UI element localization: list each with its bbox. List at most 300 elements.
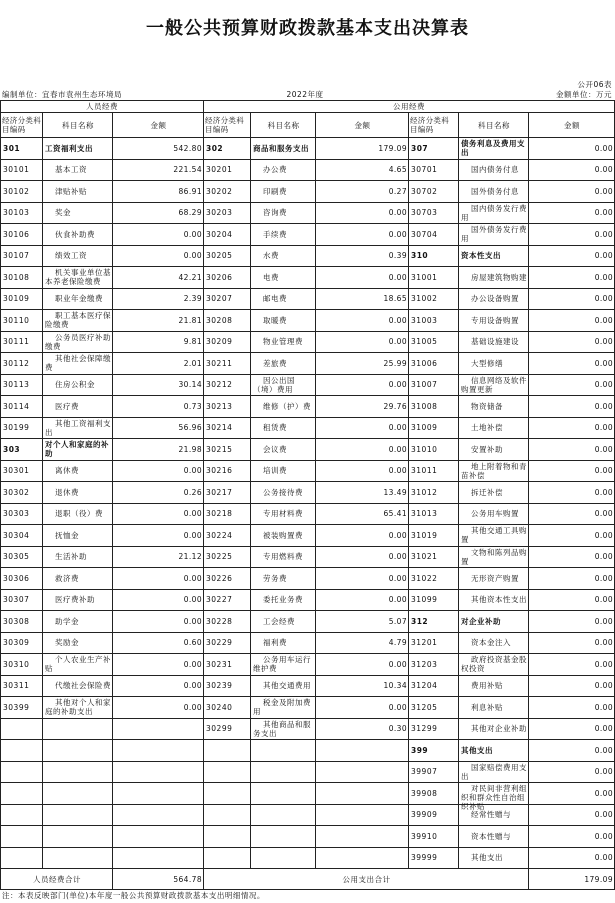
table-body [1,138,615,869]
public-capital-amount-cell [529,632,615,654]
account-name: 物业管理费 [263,337,303,347]
public-capital-code-cell [409,675,459,697]
account-name: 专用设备购置 [471,315,519,325]
account-name: 基础设施建设 [471,337,519,347]
personnel-amount-cell [113,331,204,353]
public-capital-amount-cell [529,697,615,719]
account-name: 基本工资 [55,165,87,175]
amount-value: 0.00 [388,702,407,712]
public-goods-name-cell [251,396,316,418]
account-name: 退休费 [55,487,79,497]
account-code: 30304 [3,530,30,540]
public-capital-name-cell [459,460,529,482]
public-capital-code-cell [409,783,459,805]
amount-value: 68.29 [178,208,202,218]
public-capital-code-cell [409,503,459,525]
personnel-code-cell [1,331,43,353]
personnel-name-cell [43,331,113,353]
public-goods-code-cell [204,632,251,654]
amount-value: 0.00 [594,831,613,841]
public-goods-name-cell [251,804,316,826]
amount-value: 10.34 [383,681,407,691]
personnel-code-cell [1,761,43,783]
account-code: 30231 [206,659,233,669]
account-code: 30108 [3,272,30,282]
public-capital-name-cell [459,589,529,611]
public-goods-code-cell [204,568,251,590]
public-capital-name-cell [459,202,529,224]
public-goods-amount-cell [316,181,409,203]
table-row [1,310,615,332]
public-capital-code-cell [409,718,459,740]
public-capital-code-cell [409,654,459,676]
account-name: 文物和陈列品购置 [461,547,527,566]
amount-value: 0.00 [594,509,613,519]
public-goods-name-cell [251,718,316,740]
public-capital-name-cell [459,374,529,396]
account-name: 其他工资福利支出 [45,418,111,437]
personnel-amount-cell [113,503,204,525]
table-number: 公开06表 [577,80,612,89]
amount-value: 221.54 [173,165,202,175]
account-name: 职业年金缴费 [55,294,103,304]
amount-value: 0.00 [594,444,613,454]
account-name: 经常性赠与 [471,810,511,820]
personnel-name-cell [43,697,113,719]
public-capital-name-cell [459,482,529,504]
public-goods-code-cell [204,718,251,740]
account-code: 30102 [3,186,30,196]
public-capital-amount-cell [529,159,615,181]
account-name: 委托业务费 [263,595,303,605]
amount-value: 0.00 [594,423,613,433]
account-name: 咨询费 [263,208,287,218]
public-capital-code-cell [409,697,459,719]
personnel-code-cell [1,267,43,289]
public-goods-code-cell [204,224,251,246]
public-capital-code-column-header [409,113,459,138]
personnel-amount-cell [113,138,204,160]
account-code: 30109 [3,294,30,304]
table-row [1,439,615,461]
personnel-name-cell [43,826,113,848]
account-name: 抚恤金 [55,530,79,540]
account-code: 31006 [411,358,438,368]
account-name: 其他交通工具购置 [461,526,527,545]
personnel-name-cell [43,224,113,246]
account-name: 维修（护）费 [263,401,311,411]
account-code: 30218 [206,509,233,519]
account-name: 国内债务发行费用 [461,203,527,222]
public-goods-name-cell [251,138,316,160]
table-row [1,675,615,697]
public-goods-amount-cell [316,202,409,224]
amount-value: 18.65 [383,294,407,304]
public-goods-name-cell [251,826,316,848]
amount-value: 0.00 [388,530,407,540]
public-goods-name-cell [251,353,316,375]
public-goods-amount-cell [316,374,409,396]
account-code: 30311 [3,681,30,691]
personnel-amount-cell [113,267,204,289]
public-capital-name-cell [459,439,529,461]
account-name: 其他交通费用 [263,681,311,691]
personnel-code-cell [1,675,43,697]
public-capital-amount-cell [529,417,615,439]
public-goods-amount-cell [316,611,409,633]
personnel-code-cell [1,460,43,482]
public-goods-name-cell [251,761,316,783]
public-capital-name-cell [459,525,529,547]
account-name: 会议费 [263,444,287,454]
amount-value: 0.00 [388,272,407,282]
public-goods-amount-cell [316,503,409,525]
public-capital-name-cell [459,654,529,676]
public-goods-code-cell [204,310,251,332]
account-code: 31019 [411,530,438,540]
public-goods-name-cell [251,546,316,568]
account-name: 代缴社会保险费 [55,681,111,691]
account-name: 被装购置费 [263,530,303,540]
public-goods-code-cell [204,482,251,504]
public-capital-name-cell [459,396,529,418]
amount-value: 0.00 [594,810,613,820]
public-capital-name-cell [459,632,529,654]
public-capital-name-cell [459,568,529,590]
personnel-code-cell [1,439,43,461]
account-code: 30205 [206,251,233,261]
public-capital-name-cell [459,138,529,160]
personnel-name-cell [43,632,113,654]
account-name: 费用补贴 [471,681,503,691]
account-code: 30114 [3,401,30,411]
table-row [1,697,615,719]
amount-value: 0.26 [183,487,202,497]
amount-value: 0.00 [594,315,613,325]
public-capital-amount-cell [529,439,615,461]
amount-value: 0.00 [594,724,613,734]
account-name: 住房公积金 [55,380,95,390]
personnel-amount-cell [113,202,204,224]
public-capital-code-cell [409,525,459,547]
account-code: 30703 [411,208,438,218]
account-name: 差旅费 [263,358,287,368]
account-code: 31001 [411,272,438,282]
public-capital-amount-cell [529,675,615,697]
public-capital-amount-cell [529,761,615,783]
account-name: 其他对个人和家庭的补助支出 [45,698,111,717]
amount-value: 0.00 [183,595,202,605]
amount-value: 179.09 [378,143,407,153]
amount-value: 0.00 [388,315,407,325]
personnel-code-cell [1,224,43,246]
account-name: 个人农业生产补贴 [45,655,111,674]
personnel-name-cell [43,654,113,676]
public-goods-code-cell [204,525,251,547]
account-name: 离休费 [55,466,79,476]
public-goods-code-cell [204,353,251,375]
personnel-code-cell [1,740,43,762]
public-goods-name-cell [251,740,316,762]
public-capital-amount-cell [529,654,615,676]
amount-value: 21.98 [178,444,202,454]
personnel-name-cell [43,353,113,375]
public-capital-amount-cell [529,460,615,482]
account-code: 30226 [206,573,233,583]
personnel-name-cell [43,589,113,611]
personnel-code-cell [1,396,43,418]
account-name: 信息网络及软件购置更新 [461,375,527,394]
public-capital-code-cell [409,224,459,246]
account-name: 邮电费 [263,294,287,304]
amount-value: 0.00 [183,251,202,261]
personnel-name-cell [43,181,113,203]
public-capital-amount-cell [529,224,615,246]
account-name: 资本性赠与 [471,831,511,841]
account-code: 30225 [206,552,233,562]
amount-value: 0.73 [183,401,202,411]
public-capital-amount-cell [529,138,615,160]
account-code: 31204 [411,681,438,691]
personnel-amount-cell [113,482,204,504]
personnel-code-cell [1,632,43,654]
account-name: 大型修缮 [471,358,503,368]
amount-value: 0.30 [388,724,407,734]
public-goods-code-cell [204,847,251,869]
public-capital-name-cell [459,697,529,719]
public-goods-name-cell [251,374,316,396]
account-code: 30212 [206,380,233,390]
amount-value: 86.91 [178,186,202,196]
account-name: 手续费 [263,229,287,239]
personnel-amount-cell [113,847,204,869]
account-code: 30103 [3,208,30,218]
amount-value: 21.12 [178,552,202,562]
account-name: 其他商品和服务支出 [253,719,311,738]
account-name: 取暖费 [263,315,287,325]
amount-value: 0.00 [388,466,407,476]
public-goods-amount-column-header: 金额 [316,113,409,138]
account-name: 利息补贴 [471,702,503,712]
personnel-amount-cell [113,417,204,439]
account-name: 国外债务发行费用 [461,225,527,244]
amount-value: 0.00 [183,573,202,583]
amount-value: 0.00 [594,595,613,605]
public-goods-amount-cell [316,310,409,332]
code-header-label: 经济分类科目编码 [2,116,41,134]
column-header-row [1,113,615,138]
public-goods-amount-cell [316,245,409,267]
public-capital-code-cell [409,331,459,353]
account-name: 水费 [263,251,279,261]
public-capital-code-cell [409,482,459,504]
personnel-amount-cell [113,783,204,805]
personnel-name-cell [43,374,113,396]
public-goods-name-cell [251,331,316,353]
account-name: 机关事业单位基本养老保险缴费 [45,268,111,287]
account-code: 30217 [206,487,233,497]
public-goods-amount-cell [316,804,409,826]
public-goods-amount-cell [316,761,409,783]
public-goods-amount-cell [316,525,409,547]
account-name: 救济费 [55,573,79,583]
public-goods-name-cell [251,439,316,461]
amount-value: 0.00 [388,337,407,347]
account-code: 30308 [3,616,30,626]
account-code: 30208 [206,315,233,325]
public-goods-amount-cell [316,267,409,289]
personnel-code-cell [1,847,43,869]
account-code: 30227 [206,595,233,605]
account-name: 租赁费 [263,423,287,433]
public-goods-amount-cell [316,439,409,461]
account-name: 债务利息及费用支出 [461,139,525,158]
amount-value: 0.00 [594,466,613,476]
public-capital-name-cell [459,761,529,783]
table-row [1,654,615,676]
account-code: 30305 [3,552,30,562]
public-capital-name-cell [459,310,529,332]
account-name: 绩效工资 [55,251,87,261]
personnel-name-cell [43,740,113,762]
personnel-amount-cell [113,374,204,396]
public-capital-amount-cell [529,374,615,396]
public-capital-name-column-header: 科目名称 [459,113,529,138]
account-name: 土地补偿 [471,423,503,433]
account-code: 31011 [411,466,438,476]
account-code: 30310 [3,659,30,669]
account-name: 国内债务付息 [471,165,519,175]
amount-value: 0.00 [594,401,613,411]
amount-value: 0.00 [183,702,202,712]
public-goods-name-cell [251,417,316,439]
public-capital-name-cell [459,783,529,812]
table-row [1,267,615,289]
account-name: 劳务费 [263,573,287,583]
table-row [1,611,615,633]
table-row [1,761,615,783]
amount-value: 0.00 [183,616,202,626]
public-goods-name-cell [251,654,316,676]
account-code: 39909 [411,810,438,820]
public-capital-code-cell [409,202,459,224]
table-row [1,589,615,611]
account-code: 30215 [206,444,233,454]
account-code: 30110 [3,315,30,325]
public-goods-name-cell [251,568,316,590]
public-goods-code-cell [204,267,251,289]
table-row [1,224,615,246]
public-capital-name-cell [459,353,529,375]
account-code: 399 [411,745,429,755]
amount-value: 0.00 [594,552,613,562]
public-total-amount: 179.09 [529,869,615,890]
public-capital-code-cell [409,611,459,633]
amount-value: 2.01 [183,358,202,368]
amount-value: 5.07 [388,616,407,626]
public-capital-amount-cell [529,718,615,740]
account-code: 30214 [206,423,233,433]
amount-value: 4.79 [388,638,407,648]
public-goods-amount-cell [316,589,409,611]
table-row [1,353,615,375]
public-goods-code-cell [204,181,251,203]
account-code: 31012 [411,487,438,497]
public-capital-code-cell [409,546,459,568]
amount-value: 13.49 [383,487,407,497]
public-capital-code-cell [409,310,459,332]
account-name: 安置补助 [471,444,503,454]
public-goods-code-column-header [204,113,251,138]
budget-table [0,100,615,890]
personnel-name-cell [43,482,113,504]
personnel-amount-cell [113,460,204,482]
account-code: 30204 [206,229,233,239]
personnel-name-cell [43,568,113,590]
group-header-row [1,101,615,113]
personnel-code-cell [1,245,43,267]
table-row [1,826,615,848]
personnel-name-cell [43,718,113,740]
account-code: 30112 [3,358,30,368]
amount-value: 0.00 [183,509,202,519]
public-goods-name-cell [251,267,316,289]
amount-value: 0.00 [594,638,613,648]
table-row [1,482,615,504]
public-capital-code-cell [409,761,459,783]
account-code: 30309 [3,638,30,648]
personnel-code-cell [1,697,43,719]
public-goods-amount-cell [316,396,409,418]
personnel-amount-cell [113,589,204,611]
amount-value: 0.00 [594,294,613,304]
public-capital-code-cell [409,804,459,826]
table-row [1,568,615,590]
amount-value: 25.99 [383,358,407,368]
personnel-name-cell [43,503,113,525]
public-goods-amount-cell [316,783,409,805]
amount-value: 0.00 [388,573,407,583]
public-goods-amount-cell [316,331,409,353]
account-code: 30206 [206,272,233,282]
personnel-name-cell [43,460,113,482]
public-goods-code-cell [204,761,251,783]
table-row [1,417,615,439]
public-goods-name-cell [251,525,316,547]
amount-value: 0.00 [388,552,407,562]
public-goods-name-cell [251,245,316,267]
personnel-amount-cell [113,761,204,783]
table-row [1,503,615,525]
account-code: 31010 [411,444,438,454]
public-capital-code-cell [409,288,459,310]
amount-value: 0.00 [388,380,407,390]
public-capital-code-cell [409,396,459,418]
account-code: 30302 [3,487,30,497]
personnel-code-cell [1,138,43,160]
public-goods-code-cell [204,654,251,676]
public-goods-code-cell [204,396,251,418]
preparing-unit: 编制单位：宜春市袁州生态环境局 [2,90,122,99]
account-name: 商品和服务支出 [253,143,309,153]
account-code: 31299 [411,724,438,734]
account-name: 税金及附加费用 [253,698,311,717]
personnel-amount-cell [113,159,204,181]
table-row [1,460,615,482]
public-capital-code-cell [409,460,459,482]
personnel-code-cell [1,611,43,633]
amount-value: 30.14 [178,380,202,390]
